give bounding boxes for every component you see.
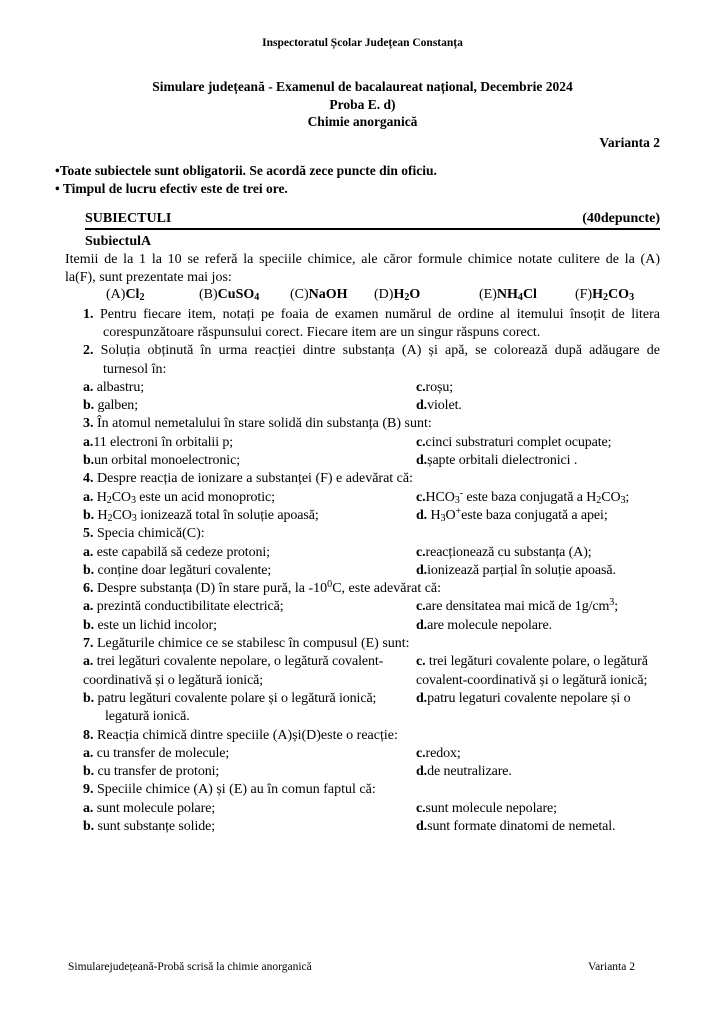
option-label: b. <box>83 617 95 633</box>
option-b <box>83 690 416 727</box>
option-text: $HCO_3^-$ este baza conjugată a $H_2CO_3$; <box>425 487 630 506</box>
option-c <box>416 489 660 507</box>
question-2 <box>83 342 660 415</box>
species-label: (A) <box>106 287 126 303</box>
species-formula: NaOH <box>308 287 348 303</box>
species-formula: $Cl_2$ <box>125 287 145 304</box>
option-label: d. <box>416 453 428 469</box>
question-number: 3. <box>83 416 94 432</box>
option-label: a. <box>83 544 94 560</box>
species-formula: $H_2CO_3$ <box>592 287 635 304</box>
option-label: b. <box>83 819 95 834</box>
option-b <box>83 617 416 635</box>
option-label: d. <box>416 819 428 834</box>
question-statement <box>83 470 660 488</box>
question-text: În atomul nemetalului în stare solidă din substanța (B) sunt: <box>93 416 432 432</box>
question-text: Pentru fiecare item, notați pe foaia de examen numărul de ordine al itemului însoțit de litera <box>93 306 660 322</box>
option-a <box>83 598 416 616</box>
species-formula-row <box>65 287 660 305</box>
option-label: c. <box>416 544 426 560</box>
subject-a-heading: SubiectulA <box>85 233 152 249</box>
options-grid <box>83 653 660 726</box>
option-text: șapte orbitali dielectronici . <box>427 453 578 469</box>
option-label: b. <box>83 398 95 414</box>
option-text: 11 electroni în orbitalii p; <box>93 434 234 450</box>
exam-discipline: Chimie anorganică <box>307 114 418 129</box>
title-block <box>65 78 660 131</box>
species-item <box>374 287 420 303</box>
species-formula: $H_2O$ <box>393 287 421 304</box>
question-5 <box>83 525 660 580</box>
option-d <box>416 763 660 781</box>
question-statement <box>83 525 660 543</box>
option-text: sunt formate dinatomi de nemetal. <box>427 819 616 834</box>
species-label: (B) <box>199 287 218 303</box>
options-grid <box>83 544 660 581</box>
option-b <box>83 562 416 580</box>
question-number: 1. <box>83 306 94 322</box>
species-label: (F) <box>575 287 593 303</box>
note-mandatory: •Toate subiectele sunt obligatorii. Se acordă zece puncte din oficiu. <box>55 162 437 178</box>
option-a <box>83 379 416 397</box>
species-label: (E) <box>479 287 497 303</box>
options-grid <box>83 379 660 416</box>
option-text: este un lichid incolor; <box>94 617 217 633</box>
option-text: roșu; <box>425 379 454 395</box>
exam-proba: Proba E. d) <box>329 96 396 112</box>
option-c <box>416 598 660 616</box>
option-text: albastru; <box>93 379 145 395</box>
options-grid <box>83 598 660 635</box>
option-text: prezintă conductibilitate electrică; <box>93 599 284 615</box>
question-number: 2. <box>83 343 94 359</box>
option-b <box>83 763 416 781</box>
page-footer <box>68 961 660 973</box>
option-text: $H_2CO_3$ este un acid monoprotic; <box>93 489 275 506</box>
option-label: a. <box>83 379 94 395</box>
option-text: are molecule nepolare. <box>427 617 552 633</box>
option-text: de neutralizare. <box>427 764 512 780</box>
option-text: sunt molecule polare; <box>93 800 216 816</box>
option-text: trei legături covalente polare, o legătură covalent-coordinativă și o legătură ionică; <box>416 654 648 688</box>
option-text: un orbital monoelectronic; <box>94 453 241 469</box>
option-a <box>83 745 416 763</box>
species-formula: CuSO$_4$ <box>217 287 260 304</box>
option-label: d. <box>416 507 428 523</box>
exam-title: Simulare județeană - Examenul de bacalaureat național, Decembrie 2024 <box>152 79 573 94</box>
option-label: a. <box>83 800 94 816</box>
species-item <box>575 287 634 303</box>
question-6 <box>83 580 660 635</box>
question-8 <box>83 727 660 782</box>
option-text: $H_2CO_3$ ionizează total în soluție apoasă; <box>94 507 319 524</box>
question-statement <box>83 415 660 433</box>
option-label: a. <box>83 745 94 761</box>
question-9 <box>83 781 660 836</box>
option-label: b. <box>83 453 95 469</box>
section-heading: SUBIECTULI <box>85 210 172 226</box>
note-time: • Timpul de lucru efectiv este de trei ore. <box>55 180 288 196</box>
option-label: a. <box>83 434 94 450</box>
option-label: b. <box>83 690 95 706</box>
option-b <box>83 452 416 470</box>
species-item <box>106 287 144 303</box>
species-item <box>290 287 348 303</box>
question-number: 8. <box>83 727 94 743</box>
species-label: (D) <box>374 287 394 303</box>
options-grid <box>83 434 660 471</box>
option-label: d. <box>416 562 428 578</box>
options-grid <box>83 800 660 837</box>
option-c <box>416 544 660 562</box>
option-d <box>416 507 660 525</box>
question-text: Despre substanța (D) în stare pură, la $-10^0C$, este adevărat că: <box>93 579 442 597</box>
option-a <box>83 800 416 818</box>
question-text: Despre reacția de ionizare a substanței (F) e adevărat că: <box>93 471 413 487</box>
option-d <box>416 818 660 836</box>
option-c <box>416 800 660 818</box>
option-text: este capabilă să cedeze protoni; <box>93 544 270 560</box>
species-formula: $NH_4Cl$ <box>496 287 537 304</box>
option-text: conține doar legături covalente; <box>94 562 272 578</box>
option-text: cu transfer de protoni; <box>94 764 220 780</box>
option-label: c. <box>416 489 426 505</box>
intro-paragraph <box>65 251 660 288</box>
question-statement <box>83 580 660 598</box>
question-7 <box>83 635 660 726</box>
intro-line: la(F), sunt prezentate mai jos: <box>65 270 232 286</box>
option-label: b. <box>83 562 95 578</box>
question-statement-cont: corespunzătoare răspunsului corect. Fiecare item are un singur răspuns corect. <box>103 324 541 340</box>
option-d <box>416 452 660 470</box>
option-text: violet. <box>427 398 462 414</box>
option-b <box>83 507 416 525</box>
question-statement-cont: turnesol în: <box>103 361 167 377</box>
question-statement <box>83 727 660 745</box>
instructions-notes <box>55 162 660 198</box>
footer-document-title: Simularejudețeană-Probă scrisă la chimie anorganică <box>68 961 312 973</box>
option-text: patru legături covalente polare și o legătură ionică; <box>94 690 377 706</box>
option-c <box>416 379 660 397</box>
option-d <box>416 617 660 635</box>
question-number: 9. <box>83 782 94 798</box>
question-4 <box>83 470 660 525</box>
institution-header: Inspectoratul Școlar Județean Constanța <box>262 37 463 49</box>
option-b <box>83 818 416 836</box>
option-a <box>83 489 416 507</box>
option-text: redox; <box>425 745 461 761</box>
questions-list <box>83 306 660 837</box>
question-text: Legăturile chimice ce se stabilesc în compusul (E) sunt: <box>93 636 410 652</box>
option-text: cinci substraturi complet ocupate; <box>425 434 612 450</box>
question-statement <box>83 342 660 360</box>
species-item <box>199 287 259 303</box>
question-text: Speciile chimice (A) și (E) au în comun faptul că: <box>93 782 376 798</box>
option-text: sunt substanțe solide; <box>94 819 216 834</box>
option-label: d. <box>416 617 428 633</box>
option-label: a. <box>83 654 94 670</box>
question-number: 5. <box>83 526 94 542</box>
option-label: b. <box>83 507 95 523</box>
question-number: 6. <box>83 581 94 597</box>
question-text: Soluția obținută în urma reacției dintre substanța (A) și apă, se colorează după adăugare de <box>93 343 660 359</box>
option-text: ionizează parțial în soluție apoasă. <box>427 562 616 578</box>
option-a <box>83 653 416 690</box>
option-label: c. <box>416 654 426 670</box>
question-text: Reacția chimică dintre speciile (A)și(D)este o reacție: <box>93 727 398 743</box>
option-b <box>83 397 416 415</box>
option-c <box>416 653 660 690</box>
option-label: d. <box>416 398 428 414</box>
option-label: c. <box>416 379 426 395</box>
option-text: sunt molecule nepolare; <box>425 800 557 816</box>
question-statement <box>83 635 660 653</box>
intro-line: Itemii de la 1 la 10 se referă la speciile chimice, ale căror formule chimice notate culitere de la (A) <box>65 251 660 267</box>
option-label: d. <box>416 690 428 706</box>
options-grid <box>83 489 660 526</box>
species-item <box>479 287 537 303</box>
question-text: Specia chimică(C): <box>93 526 205 542</box>
question-statement <box>83 306 660 324</box>
question-number: 4. <box>83 471 94 487</box>
option-label: a. <box>83 599 94 615</box>
question-statement <box>83 781 660 799</box>
option-label: b. <box>83 764 95 780</box>
option-label: c. <box>416 745 426 761</box>
option-text: patru legaturi covalente nepolare și o <box>427 690 631 706</box>
option-label: c. <box>416 800 426 816</box>
option-text: galben; <box>94 398 139 414</box>
option-continuation: legatură ionică. <box>105 709 190 725</box>
option-text: are densitatea mai mică de $1g/cm^3$; <box>425 597 619 615</box>
question-number: 7. <box>83 636 94 652</box>
species-label: (C) <box>290 287 309 303</box>
option-d <box>416 562 660 580</box>
option-d <box>416 690 660 727</box>
section-points: (40depuncte) <box>582 210 660 226</box>
question-3 <box>83 415 660 470</box>
option-text: trei legături covalente nepolare, o legătură covalent-coordinativă și o legătură ionică; <box>83 654 384 688</box>
option-c <box>416 745 660 763</box>
option-label: c. <box>416 599 426 615</box>
option-a <box>83 544 416 562</box>
option-label: a. <box>83 489 94 505</box>
section-heading-row <box>85 211 660 230</box>
option-text: cu transfer de molecule; <box>93 745 230 761</box>
option-label: d. <box>416 764 428 780</box>
option-text: $H_3O^+este$ baza conjugată a apei; <box>427 505 608 524</box>
variant-label: Varianta 2 <box>599 134 660 150</box>
option-label: c. <box>416 434 426 450</box>
option-d <box>416 397 660 415</box>
option-text: reacționează cu substanța (A); <box>425 544 592 560</box>
option-c <box>416 434 660 452</box>
footer-variant-label: Varianta 2 <box>588 961 635 973</box>
question-1 <box>83 306 660 343</box>
options-grid <box>83 745 660 782</box>
option-a <box>83 434 416 452</box>
